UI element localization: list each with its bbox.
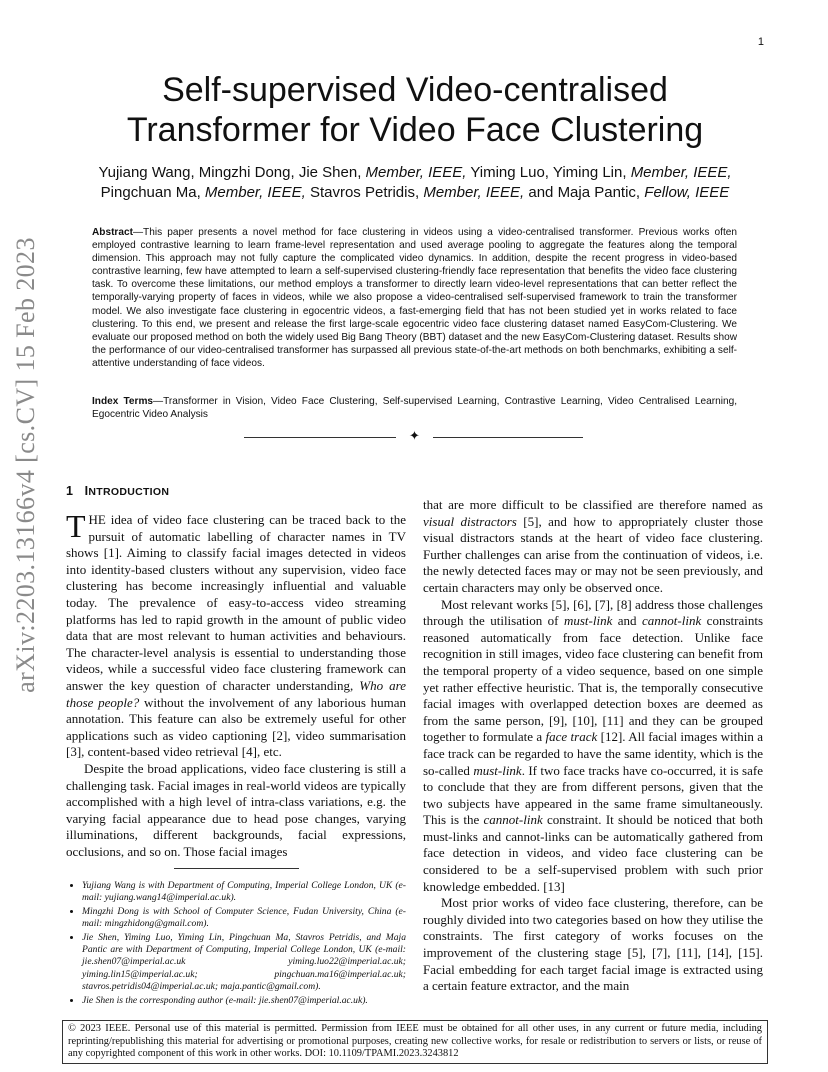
author-membership: Member, IEEE,	[204, 184, 306, 201]
smallcaps-lead: HE	[88, 512, 106, 527]
abstract-label: Abstract	[92, 227, 133, 238]
index-terms-text: —Transformer in Vision, Video Face Clustering, Self-supervised Learning, Contrastive Learning, Video Centralised Learning, Egocentric Video Analysis	[92, 396, 737, 421]
abstract-text: —This paper presents a novel method for face clustering in videos using a video-centralised transformer. Previous works often employed contrastive learning to learn frame-level representation and used average pooling to aggregate the features along the temporal dimension. This approach may not fully capture the complicated video dynamics. In addition, despite the recent progress in video-based contrastive learning, few have attempted to learn a self-supervised clustering-friendly face representation that benefits the video face clustering task. To overcome these limitations, our method employs a transformer to directly learn video-level representations that can better reflect the temporally-varying property of faces in videos, while we also propose a video-centralised self-supervised framework to train the transformer model. We also investigate face clustering in egocentric videos, a fast-emerging field that has not been studied yet in works related to face clustering. To this end, we present and release the first large-scale egocentric video face clustering dataset named EasyCom-Clustering. We evaluate our proposed method on both the widely used Big Bang Theory (BBT) dataset and the new EasyCom-Clustering dataset. Results show the performance of our video-centralised transformer has surpassed all previous state-of-the-art methods on both benchmarks, exhibiting a self-attentive understanding of face videos.	[92, 227, 737, 369]
arxiv-identifier: arXiv:2203.13166v4 [cs.CV] 15 Feb 2023	[11, 237, 40, 693]
author-text: and Maja Pantic,	[524, 184, 645, 201]
paragraph-text: without the involvement of any laborious human annotation. This feature can also be extremely useful for other applications such as video captioning [2], video summarisation [3], content-based video retrieval [4], etc.	[66, 694, 406, 760]
author-list	[90, 163, 740, 203]
footnote-item: • Yujiang Wang is with Department of Computing, Imperial College London, UK (e-mail: yujiang.wang14@imperial.ac.uk).	[82, 880, 406, 905]
footnote-rule	[174, 868, 299, 869]
page-number: 1	[757, 36, 764, 48]
arxiv-side-stamp	[4, 237, 48, 693]
paragraph-text: . If two face tracks have co-occurred, it is safe to conclude that they are from different persons, given that the two subjects have appeared in the same frame simultaneously. This is the	[423, 762, 763, 828]
section-heading	[66, 484, 169, 498]
author-membership: Fellow, IEEE	[644, 184, 730, 201]
copyright-notice: © 2023 IEEE. Personal use of this material is permitted. Permission from IEEE must be obtained for all other uses, in any current or future media, including reprinting/republishing this material for advertising or promotional purposes, creating new collective works, for resale or redistribution to servers or lists, or reuse of any copyrighted component of this work in other works. DOI: 10.1109/TPAMI.2023.3243812	[62, 1020, 768, 1064]
paragraph-emphasis: face track	[545, 729, 598, 745]
paragraph	[423, 497, 763, 597]
paragraph-emphasis: visual distractors	[423, 513, 517, 529]
footnote-item: • Jie Shen, Yiming Luo, Yiming Lin, Pingchuan Ma, Stavros Petridis, and Maja Pantic are with Department of Computing, Imperial College London, UK (e-mail: jie.shen07@imperial.ac.uk yiming.luo22@imperial.ac.uk; yiming.lin15@imperial.ac.uk; pingchuan.ma16@imperial.ac.uk; stavros.petridis04@imperial.ac.uk; maja.pantic@gmail.com).	[82, 932, 406, 994]
paragraph: Despite the broad applications, video face clustering is still a challenging task. Facial images in real-world videos are typically accomplished with a high level of intra-class variations, e.g. the varying facial appearance due to head pose changes, varying illuminations, different backgrounds, facial expressions, occlusions, and so on. Those facial images	[66, 760, 406, 859]
left-column	[66, 508, 406, 860]
paragraph	[66, 508, 406, 761]
section-title-initial: I	[84, 484, 89, 498]
section-title-rest: NTRODUCTION	[88, 486, 170, 498]
separator-line-right	[433, 437, 583, 438]
paragraph-emphasis: must-link	[473, 762, 522, 778]
abstract	[92, 226, 737, 370]
paragraph: Most prior works of video face clustering, therefore, can be roughly divided into two categories based on how they utilise the constraints. The first category of works focuses on the improvement of the clustering stage [5], [7], [11], [14], [15]. Facial embedding for each target facial image is extracted using a certain feature extractor, and the main	[423, 895, 763, 994]
paragraph-text: idea of video face clustering can be traced back to the pursuit of automatic labelling of character names in TV shows [1]. Aiming to classify facial images detected in videos into identity-based clusters without any supervision, video face clustering has become increasingly influential and valuable today. The prevalence of easy-to-access video streaming platforms has led to rapid growth in the amount of public video data that are most relevant to human activities and behaviours. The character-level analysis is essential to understanding those videos, while a successful video face clustering framework can answer the key question of character understanding,	[66, 512, 406, 693]
separator-line-left	[244, 437, 396, 438]
separator-diamond-icon: ✦	[409, 428, 420, 443]
author-text: Pingchuan Ma,	[100, 184, 205, 201]
dropcap-letter: T	[66, 508, 86, 544]
paragraph-emphasis: cannot-link	[642, 613, 702, 629]
paragraph-text: and	[612, 613, 643, 629]
footnote-item: • Jie Shen is the corresponding author (e-mail: jie.shen07@imperial.ac.uk).	[82, 995, 406, 1007]
author-text: Yiming Luo, Yiming Lin,	[466, 164, 631, 181]
author-membership: Member, IEEE,	[630, 164, 732, 181]
paragraph-emphasis: must-link	[563, 613, 613, 629]
author-membership: Member, IEEE,	[423, 184, 525, 201]
paragraph-text: [12]. All facial images within a face track can be regarded to have the same identity, which is the so-called	[423, 729, 763, 778]
right-column	[423, 497, 763, 995]
paragraph-emphasis: cannot-link	[483, 812, 543, 828]
author-membership: Member, IEEE,	[365, 164, 467, 181]
footnote-item: • Mingzhi Dong is with School of Computer Science, Fudan University, China (e-mail: mingzhidong@gmail.com).	[82, 906, 406, 931]
author-text: Stavros Petridis,	[305, 184, 424, 201]
paper-title: Self-supervised Video-centralised Transformer for Video Face Clustering	[126, 71, 704, 149]
index-terms	[92, 395, 737, 421]
footnotes	[66, 880, 406, 1008]
paragraph-text: that are more difficult to be classified are therefore named as	[423, 497, 763, 512]
paragraph-emphasis: Who are those people?	[66, 677, 406, 710]
author-text: Yujiang Wang, Mingzhi Dong, Jie Shen,	[98, 164, 366, 181]
index-terms-label: Index Terms	[92, 396, 154, 407]
paragraph	[423, 597, 763, 896]
paragraph-text: [5], and how to appropriately cluster those visual distractors stands at the heart of video face clustering. Further challenges can arise from the continuation of videos, i.e. the newly detected faces may or may not be seen previously, and certain characters may only be observed once.	[423, 513, 763, 595]
section-number: 1	[66, 484, 74, 498]
paragraph-text: constraints reasoned automatically from face detection. Unlike face recognition in still images, video face clustering can benefit from the temporal property of a video sequence, based on one simple yet rather effective heuristic. That is, the temporally consecutive facial images with overlapped detection boxes are deemed as from the same person, [9], [10], [11] and they can be grouped together to formulate a	[423, 613, 764, 745]
paragraph-text: constraint. It should be noticed that both must-links and cannot-links can be automatically gathered from face detection in videos, and video face clustering can be considered to be a self-supervised problem with such prior knowledge embedded. [13]	[423, 812, 764, 894]
paragraph-text: Most relevant works [5], [6], [7], [8] address those challenges through the utilisation of	[423, 596, 763, 629]
